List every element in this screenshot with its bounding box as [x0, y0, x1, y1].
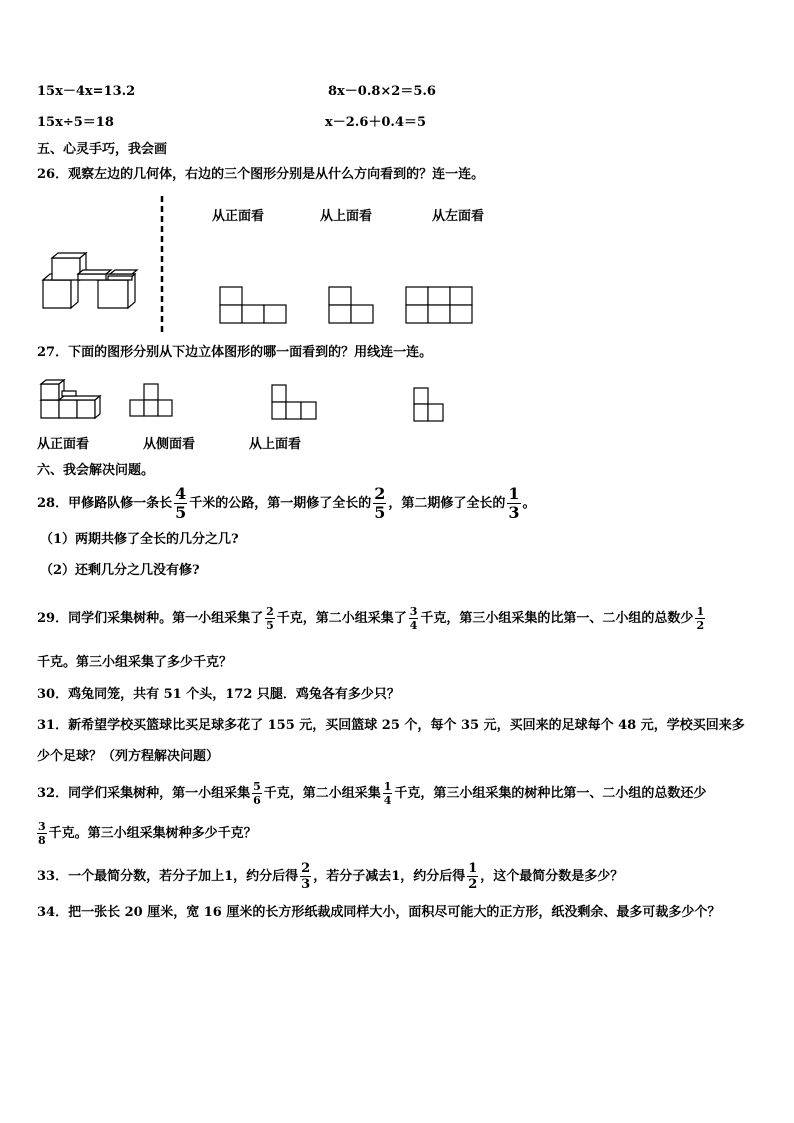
q28-sub-1: （1）两期共修了全长的几分之几?	[40, 532, 239, 547]
question-31-line-1: 31．新希望学校买篮球比买足球多花了 155 元，买回篮球 25 个，每个 35 元，买回来的足球每个 48 元，学校买回来多	[37, 718, 745, 733]
section-6-heading: 六、我会解决问题。	[37, 463, 155, 478]
q33-fraction-2: $\frac{1}{2}$	[468, 860, 478, 892]
q28-fraction-1: $\frac{4}{5}$	[175, 483, 187, 522]
q27-solid-figure	[40, 378, 102, 420]
equation-2: 8x－0.8×2＝5.6	[328, 84, 436, 99]
q33-text-1: 33．一个最简分数，若分子加上1，约分后得	[37, 868, 299, 884]
equation-4: x－2.6＋0.4＝5	[325, 115, 427, 130]
divider-dashed-line	[160, 196, 164, 336]
q29-fraction-2: $\frac{3}{4}$	[409, 604, 418, 632]
q28-text-2: 千米的公路，第一期修了全长的	[189, 495, 372, 511]
q27-view-shape-3	[414, 388, 448, 424]
q32-text-2: 千克，第二小组采集	[263, 785, 381, 801]
q28-text-1: 28．甲修路队修一条长	[37, 495, 173, 511]
q32-text-4: 千克。第三小组采集树种多少千克？	[48, 825, 257, 841]
question-34: 34．把一张长 20 厘米，宽 16 厘米的长方形纸裁成同样大小，面积尽可能大的正方形，纸没剩余、最多可裁多少个？	[37, 905, 721, 920]
q29-line-2: 千克。第三小组采集了多少千克？	[37, 655, 233, 670]
q28-fraction-3: $\frac{1}{3}$	[508, 483, 520, 522]
q28-fraction-2: $\frac{2}{5}$	[374, 483, 386, 522]
q32-text-3: 千克，第三小组采集的树种比第一、二小组的总数还少	[394, 785, 707, 801]
q29-text-2: 千克，第二小组采集了	[276, 610, 407, 626]
equation-1: 15x－4x=13.2	[37, 84, 136, 99]
q26-view-shape-1	[220, 287, 290, 325]
q28-text-3: ，第二期修了全长的	[388, 495, 506, 511]
q29-text-1: 29．同学们采集树种。第一小组采集了	[37, 610, 264, 626]
q32-fraction-1: $\frac{5}{6}$	[253, 779, 261, 807]
question-31-line-2: 少个足球？（列方程解决问题）	[37, 749, 220, 764]
question-29	[37, 600, 707, 636]
equation-3: 15x÷5＝18	[37, 115, 114, 130]
q28-text-4: 。	[522, 495, 536, 511]
q27-label-top: 从上面看	[249, 437, 302, 452]
question-30: 30．鸡兔同笼，共有 51 个头，172 只腿．鸡兔各有多少只？	[37, 687, 400, 702]
question-32	[37, 776, 706, 810]
q32-fraction-2: $\frac{1}{4}$	[383, 779, 392, 807]
q29-text-3: 千克，第三小组采集的比第一、二小组的总数少	[420, 610, 694, 626]
q29-fraction-3: $\frac{1}{2}$	[696, 604, 705, 632]
question-27: 27．下面的图形分别从下边立体图形的哪一面看到的？用线连一连。	[37, 345, 433, 360]
question-32-line-2	[37, 815, 257, 851]
q28-sub-2: （2）还剩几分之几没有修?	[40, 563, 200, 578]
q26-label-left: 从左面看	[432, 209, 485, 224]
q33-text-3: ，这个最简分数是多少？	[480, 868, 624, 884]
q29-fraction-1: $\frac{2}{5}$	[266, 604, 274, 632]
q26-view-shape-3	[406, 287, 476, 325]
q26-view-shape-2	[329, 287, 377, 325]
question-28	[37, 483, 536, 523]
q27-label-side: 从侧面看	[143, 437, 196, 452]
q33-fraction-1: $\frac{2}{3}$	[301, 860, 311, 892]
q27-label-front: 从正面看	[37, 437, 90, 452]
q26-label-top: 从上面看	[320, 209, 373, 224]
q32-text-1: 32．同学们采集树种，第一小组采集	[37, 785, 251, 801]
question-26: 26．观察左边的几何体，右边的三个图形分别是从什么方向看到的？连一连。	[37, 167, 485, 182]
q27-view-shape-1	[130, 384, 176, 420]
q32-fraction-3: $\frac{3}{8}$	[38, 819, 46, 847]
q27-view-shape-2	[272, 385, 320, 421]
q26-solid-figure	[38, 250, 148, 312]
q33-text-2: ，若分子减去1，约分后得	[313, 868, 466, 884]
section-5-heading: 五、心灵手巧，我会画	[37, 142, 168, 157]
question-33	[37, 858, 623, 894]
q26-label-front: 从正面看	[212, 209, 265, 224]
